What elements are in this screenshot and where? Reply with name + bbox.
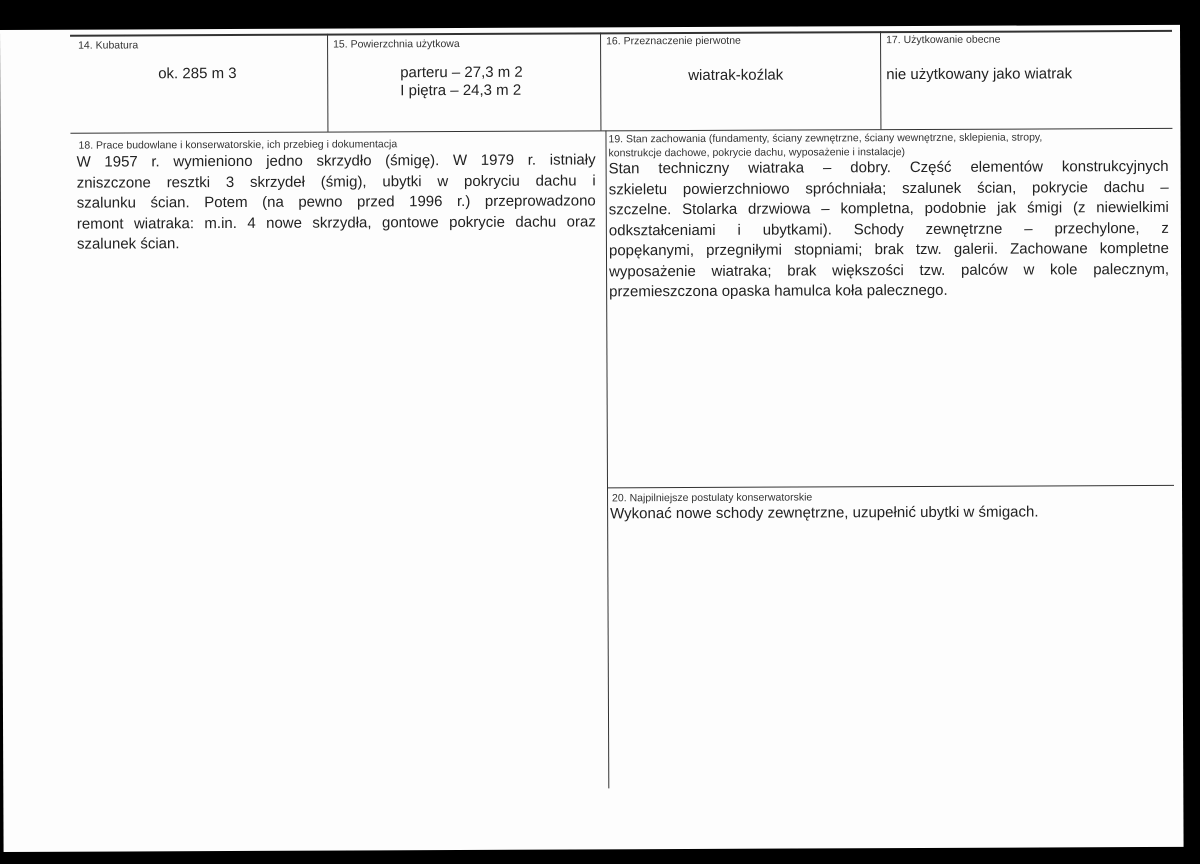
field-14-label: 14. Kubatura <box>78 39 139 52</box>
text-line: szalunek ścian. <box>76 235 180 253</box>
divider <box>327 34 328 132</box>
text-line: wyposażenie wiatraka; brak większości tzw. palców w kole palecznym, <box>609 260 1170 280</box>
field-16-label: 16. Przeznaczenie pierwotne <box>606 34 741 48</box>
field-19-label: 19. Stan zachowania (fundamenty, ściany zewnętrzne, ściany wewnętrzne, sklepienia, stropy, <box>608 131 1043 146</box>
divider <box>880 31 881 129</box>
text-line: Stan techniczny wiatraka – dobry. Część elementów konstrukcyjnych <box>608 157 1169 178</box>
divider <box>600 32 601 130</box>
field-19-text <box>609 157 1170 303</box>
form-page <box>0 25 1184 852</box>
field-16-value: wiatrak-koźlak <box>688 66 784 84</box>
text-line: odkształceniami i ubytkami). Schody zewnętrzne – przechylone, z <box>608 219 1169 239</box>
text-line: szczelne. Stolarka drzwiowa – kompletna, podobnie jak śmigi (z niewielkimi <box>608 198 1169 219</box>
field-19-label: konstrukcje dachowe, pokrycie dachu, wyposażenie i instalacje) <box>608 146 906 160</box>
field-18-text <box>77 150 596 255</box>
text-line: remont wiatraka: m.in. 4 nowe skrzydła, gontowe pokrycie dachu oraz <box>76 212 596 233</box>
field-17-label: 17. Użytkowanie obecne <box>886 33 1001 47</box>
text-line: popękanymi, przegniłymi stopniami; brak tzw. galerii. Zachowane kompletne <box>608 239 1170 260</box>
text-line: przemieszczona opaska hamulca koła palecznego. <box>609 281 948 301</box>
field-18-label: 18. Prace budowlane i konserwatorskie, ich przebieg i dokumentacja <box>78 138 398 152</box>
text-line: szkieletu powierzchniowo spróchniała; szalunek ścian, pokrycie dachu – <box>608 178 1169 198</box>
text-line: W 1957 r. wymieniono jedno skrzydło (śmigę). W 1979 r. istniały <box>76 151 596 171</box>
section-20-divider <box>607 485 1174 488</box>
field-20-value: Wykonać nowe schody zewnętrzne, uzupełnić ubytki w śmigach. <box>610 503 1039 523</box>
text-line: szalunku ścian. Potem (na pewno przed 1996 r.) przeprowadzono <box>76 192 596 212</box>
field-17-value: nie użytkowany jako wiatrak <box>886 65 1073 84</box>
field-15-line: I piętra – 24,3 m 2 <box>400 81 522 100</box>
field-14-value: ok. 285 m 3 <box>158 64 237 83</box>
text-line: zniszczone resztki 3 skrzydeł (śmig), ubytki w pokryciu dachu i <box>76 171 596 192</box>
field-15-line: parteru – 27,3 m 2 <box>400 63 523 82</box>
field-20-label: 20. Najpilniejsze postulaty konserwatorskie <box>612 491 813 505</box>
field-15-label: 15. Powierzchnia użytkowa <box>333 37 460 51</box>
